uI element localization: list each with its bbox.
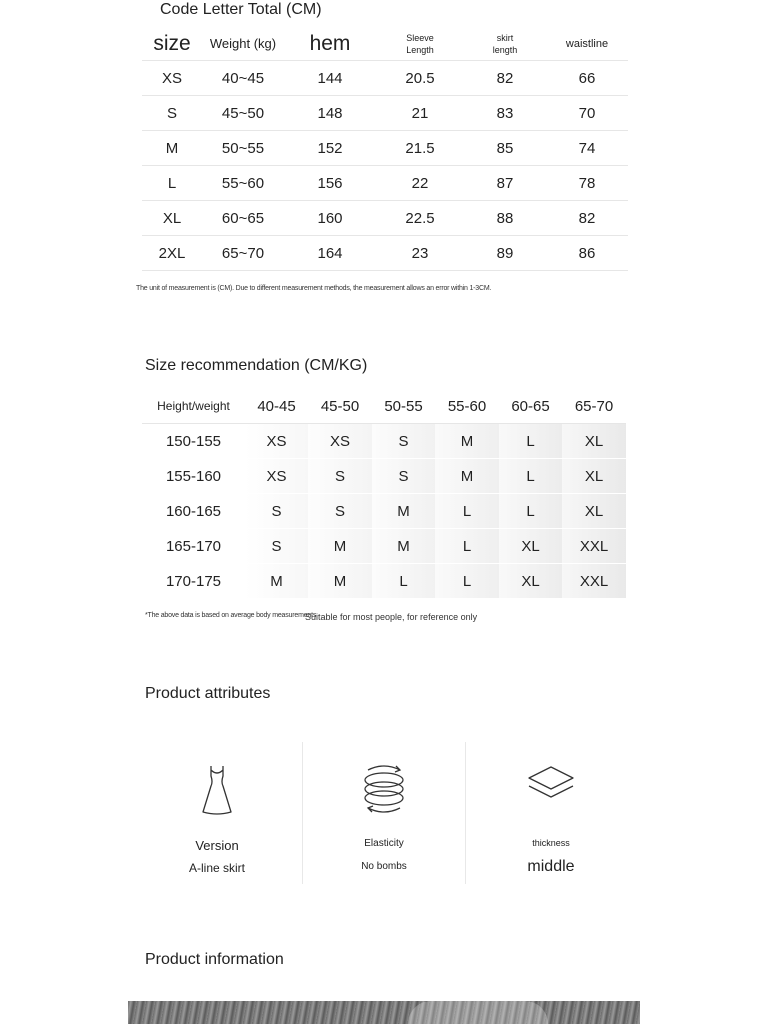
size-chart-cell: 21 <box>376 96 464 131</box>
size-chart-cell: 164 <box>284 236 376 271</box>
size-chart-row <box>142 166 628 201</box>
recommendation-size-cell: XL <box>562 424 626 459</box>
recommendation-size-cell: XL <box>562 459 626 494</box>
size-chart-cell: 60~65 <box>202 201 284 236</box>
recommendation-height-cell: 150-155 <box>142 424 245 459</box>
size-chart-cell: 45~50 <box>202 96 284 131</box>
recommendation-height-cell: 155-160 <box>142 459 245 494</box>
attribute-label: thickness <box>532 838 570 848</box>
size-chart-row <box>142 131 628 166</box>
elasticity-icon <box>360 764 408 814</box>
size-chart-cell: 87 <box>464 166 546 201</box>
size-chart-row <box>142 96 628 131</box>
attribute-divider <box>465 742 466 884</box>
attribute-label: Elasticity <box>364 838 404 849</box>
size-chart-cell: XL <box>142 201 202 236</box>
size-chart-header-row <box>142 27 628 61</box>
recommendation-size-cell: M <box>435 459 499 494</box>
recommendation-size-cell: L <box>499 424 562 459</box>
size-chart-cell: XS <box>142 61 202 96</box>
recommendation-note-a: *The above data is based on average body measurements <box>145 612 317 619</box>
recommendation-size-cell: XXL <box>562 564 626 599</box>
recommendation-table <box>142 389 626 599</box>
photo-highlight <box>408 1001 548 1024</box>
recommendation-size-cell: S <box>308 459 372 494</box>
size-chart-cell: M <box>142 131 202 166</box>
recommendation-size-cell: S <box>372 459 435 494</box>
information-title: Product information <box>145 951 284 968</box>
size-chart-cell: 152 <box>284 131 376 166</box>
recommendation-row <box>142 494 626 529</box>
header-weight: Weight (kg) <box>202 27 284 61</box>
recommendation-size-cell: M <box>308 529 372 564</box>
recommendation-size-cell: L <box>499 459 562 494</box>
size-chart-cell: 22 <box>376 166 464 201</box>
size-chart-cell: 23 <box>376 236 464 271</box>
size-chart-row <box>142 236 628 271</box>
attributes-title: Product attributes <box>145 685 271 702</box>
size-chart-cell: 70 <box>546 96 628 131</box>
size-chart-row <box>142 201 628 236</box>
recommendation-size-cell: L <box>499 494 562 529</box>
rec-header-weight: 60-65 <box>499 389 562 424</box>
size-chart-cell: 86 <box>546 236 628 271</box>
recommendation-row <box>142 529 626 564</box>
size-chart-cell: 55~60 <box>202 166 284 201</box>
recommendation-size-cell: XXL <box>562 529 626 564</box>
size-chart-cell: 82 <box>546 201 628 236</box>
size-chart-cell: 78 <box>546 166 628 201</box>
rec-header-weight: 45-50 <box>308 389 372 424</box>
recommendation-height-cell: 165-170 <box>142 529 245 564</box>
size-chart-cell: 85 <box>464 131 546 166</box>
header-sleeve-length-text: Sleeve Length <box>406 32 434 55</box>
recommendation-size-cell: L <box>435 564 499 599</box>
size-chart-cell: 66 <box>546 61 628 96</box>
header-sleeve-length <box>376 27 464 61</box>
recommendation-size-cell: XS <box>308 424 372 459</box>
size-chart-table <box>142 27 628 271</box>
size-chart-cell: 144 <box>284 61 376 96</box>
recommendation-size-cell: M <box>308 564 372 599</box>
header-skirt-length <box>464 27 546 61</box>
recommendation-size-cell: XL <box>499 564 562 599</box>
size-chart-cell: 74 <box>546 131 628 166</box>
rec-header-weight: 65-70 <box>562 389 626 424</box>
size-chart-cell: 148 <box>284 96 376 131</box>
recommendation-size-cell: XL <box>499 529 562 564</box>
rec-header-weight: 55-60 <box>435 389 499 424</box>
recommendation-size-cell: S <box>245 494 308 529</box>
attribute-value: No bombs <box>361 861 407 872</box>
product-photo <box>128 1001 640 1024</box>
recommendation-title: Size recommendation (CM/KG) <box>145 357 368 374</box>
size-chart-cell: 88 <box>464 201 546 236</box>
header-skirt-length-text: skirt length <box>492 32 518 55</box>
recommendation-size-cell: M <box>372 529 435 564</box>
size-chart-cell: 20.5 <box>376 61 464 96</box>
attribute-version <box>136 742 298 884</box>
size-chart-note: The unit of measurement is (CM). Due to different measurement methods, the measurement allows an error within 1-3CM. <box>136 285 492 292</box>
size-chart-title: Code Letter Total (CM) <box>160 1 322 18</box>
size-chart-cell: S <box>142 96 202 131</box>
layers-icon <box>526 764 576 808</box>
header-hem: hem <box>284 27 376 61</box>
attribute-value: middle <box>527 858 575 875</box>
header-size: size <box>142 27 202 61</box>
attribute-elasticity <box>303 742 465 884</box>
size-chart-cell: 65~70 <box>202 236 284 271</box>
recommendation-size-cell: L <box>435 529 499 564</box>
size-chart-row <box>142 61 628 96</box>
size-chart-cell: 21.5 <box>376 131 464 166</box>
size-chart-cell: L <box>142 166 202 201</box>
header-waistline: waistline <box>546 27 628 61</box>
recommendation-size-cell: S <box>245 529 308 564</box>
rec-header-height-weight: Height/weight <box>142 389 245 424</box>
recommendation-height-cell: 160-165 <box>142 494 245 529</box>
recommendation-size-cell: M <box>435 424 499 459</box>
size-chart-cell: 50~55 <box>202 131 284 166</box>
attribute-label: Version <box>195 838 239 853</box>
size-chart-cell: 40~45 <box>202 61 284 96</box>
dress-icon <box>201 764 233 818</box>
size-chart-cell: 83 <box>464 96 546 131</box>
recommendation-size-cell: S <box>308 494 372 529</box>
recommendation-header-row <box>142 389 626 424</box>
recommendation-height-cell: 170-175 <box>142 564 245 599</box>
recommendation-row <box>142 564 626 599</box>
recommendation-row <box>142 459 626 494</box>
size-chart-cell: 22.5 <box>376 201 464 236</box>
recommendation-size-cell: L <box>435 494 499 529</box>
attribute-value: A-line skirt <box>188 861 245 875</box>
size-chart-cell: 156 <box>284 166 376 201</box>
recommendation-size-cell: L <box>372 564 435 599</box>
attribute-thickness <box>470 742 632 884</box>
recommendation-size-cell: XL <box>562 494 626 529</box>
recommendation-size-cell: M <box>245 564 308 599</box>
recommendation-row <box>142 424 626 459</box>
recommendation-size-cell: XS <box>245 424 308 459</box>
size-chart-cell: 89 <box>464 236 546 271</box>
size-chart-cell: 160 <box>284 201 376 236</box>
size-chart-cell: 2XL <box>142 236 202 271</box>
size-chart-cell: 82 <box>464 61 546 96</box>
rec-header-weight: 50-55 <box>372 389 435 424</box>
rec-header-weight: 40-45 <box>245 389 308 424</box>
recommendation-note-b: Suitable for most people, for reference only <box>305 612 478 622</box>
recommendation-size-cell: M <box>372 494 435 529</box>
recommendation-size-cell: XS <box>245 459 308 494</box>
recommendation-size-cell: S <box>372 424 435 459</box>
